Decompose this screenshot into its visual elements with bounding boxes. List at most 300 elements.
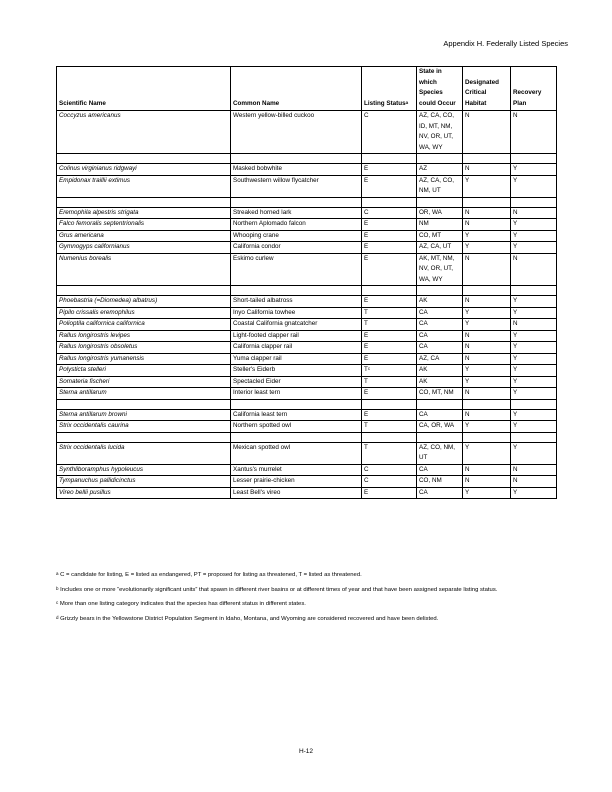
listing-status-cell-text: C [364, 208, 369, 216]
state-cell [417, 296, 463, 308]
critical-habitat-cell-text: Y [465, 176, 470, 184]
recovery-plan-cell-text: Y [513, 366, 518, 373]
listing-status-cell [362, 409, 417, 421]
scientific-name-cell-text: Grus americana [59, 231, 104, 239]
footnote-text: Includes one or more “evolutionarily significant units” that spawn in different river basins or at different times of year and that have been assigned separate listing status. [60, 586, 498, 593]
footnote-text: More than one listing category indicates that the species has different status in different states. [59, 601, 306, 607]
common-name-cell [231, 399, 362, 409]
table-row [57, 421, 557, 433]
state-cell-text: AZ, CA [419, 354, 440, 362]
scientific-name-cell [57, 464, 231, 476]
common-name-cell-text: Least Bell's vireo [233, 488, 281, 496]
recovery-plan-cell [511, 399, 557, 409]
critical-habitat-cell [463, 342, 511, 354]
listing-status-cell-text: E [364, 254, 369, 262]
col-header-critical-habitat: Designated Critical Habitat [463, 67, 511, 111]
common-name-cell [231, 388, 362, 400]
state-cell [417, 365, 463, 377]
critical-habitat-cell [463, 399, 511, 409]
listing-status-cell [362, 286, 417, 296]
critical-habitat-cell [463, 487, 511, 499]
common-name-cell [231, 342, 362, 354]
recovery-plan-cell [511, 242, 557, 254]
recovery-plan-cell [511, 365, 557, 377]
scientific-name-cell-text: Rallus longirostris yumanensis [59, 354, 145, 362]
critical-habitat-cell-text: N [465, 354, 470, 362]
scientific-name-cell [57, 442, 231, 464]
scientific-name-cell-text: Colinus virginianus ridgwayi [59, 165, 137, 172]
common-name-cell [231, 111, 362, 154]
scientific-name-cell [57, 154, 231, 164]
listing-status-cell [362, 432, 417, 442]
scientific-name-cell [57, 399, 231, 409]
state-cell-text: CA [419, 343, 428, 350]
listing-status-cell [362, 399, 417, 409]
table-row [57, 319, 557, 331]
critical-habitat-cell [463, 296, 511, 308]
recovery-plan-cell-text: Y [513, 422, 518, 429]
common-name-cell-text: Inyo California towhee [233, 308, 296, 316]
listing-status-cell-text: T [364, 422, 368, 429]
footnote-marker: b [56, 585, 59, 591]
common-name-cell-text: Coastal California gnatcatcher [233, 320, 318, 327]
scientific-name-cell [57, 111, 231, 154]
footnote [56, 586, 556, 595]
recovery-plan-cell-text: N [513, 477, 518, 484]
common-name-cell [231, 365, 362, 377]
critical-habitat-cell-text: Y [465, 366, 470, 373]
scientific-name-cell-text: Numenius borealis [59, 254, 112, 262]
common-name-cell [231, 319, 362, 331]
footnote-marker: c [56, 600, 59, 605]
state-cell [417, 464, 463, 476]
critical-habitat-cell-text: N [465, 477, 470, 484]
state-cell [417, 442, 463, 464]
scientific-name-cell-text: Polioptila californica californica [59, 320, 145, 327]
scientific-name-cell [57, 487, 231, 499]
state-cell [417, 353, 463, 365]
listing-status-cell [362, 197, 417, 207]
state-cell [417, 319, 463, 331]
recovery-plan-cell [511, 353, 557, 365]
table-row [57, 464, 557, 476]
common-name-cell-text: Southwestern willow flycatcher [233, 176, 319, 184]
listing-status-cell [362, 230, 417, 242]
recovery-plan-cell-text: Y [513, 343, 518, 350]
recovery-plan-cell [511, 197, 557, 207]
recovery-plan-cell-text: Y [513, 488, 518, 496]
scientific-name-cell [57, 376, 231, 388]
state-cell-text: AZ, CA, CO, NM, UT [419, 176, 454, 194]
listing-status-label: Listing Status [364, 99, 406, 107]
table-row [57, 296, 557, 308]
recovery-plan-cell-text: Y [513, 308, 518, 316]
footnote-marker: c [367, 366, 371, 371]
scientific-name-cell [57, 219, 231, 231]
state-cell [417, 207, 463, 219]
common-name-cell-text: Xantus's murrelet [233, 465, 282, 473]
table-row [57, 253, 557, 286]
common-name-cell [231, 286, 362, 296]
recovery-plan-cell [511, 421, 557, 433]
common-name-cell [231, 409, 362, 421]
critical-habitat-cell [463, 432, 511, 442]
state-cell-text: AK [419, 366, 428, 373]
state-cell [417, 242, 463, 254]
footnote-text: Grizzly bears in the Yellowstone District Population Segment in Idaho, Montana, and Wyoming are considered recovered and have been delisted. [60, 615, 439, 622]
scientific-name-cell [57, 207, 231, 219]
listing-status-cell-text: T [364, 366, 368, 373]
listing-status-cell [362, 307, 417, 319]
listing-status-cell [362, 442, 417, 464]
table-row [57, 487, 557, 499]
recovery-plan-cell-text: N [513, 112, 518, 119]
critical-habitat-cell [463, 253, 511, 286]
common-name-cell [231, 296, 362, 308]
scientific-name-cell-text: Eremophila alpestris strigata [59, 208, 139, 216]
critical-habitat-cell [463, 286, 511, 296]
state-cell [417, 376, 463, 388]
critical-habitat-cell [463, 376, 511, 388]
table-row [57, 111, 557, 154]
critical-habitat-cell-text: N [465, 208, 470, 216]
state-cell [417, 197, 463, 207]
scientific-name-cell [57, 432, 231, 442]
recovery-plan-cell-text: Y [513, 354, 518, 362]
scientific-name-cell-text: Strix occidentalis lucida [59, 443, 125, 451]
critical-habitat-cell-text: N [465, 297, 470, 304]
common-name-cell [231, 376, 362, 388]
critical-habitat-cell [463, 230, 511, 242]
recovery-plan-cell [511, 175, 557, 197]
common-name-cell-text: Masked bobwhite [233, 165, 283, 172]
critical-habitat-cell-text: Y [465, 422, 470, 429]
recovery-plan-cell-text: Y [513, 220, 518, 227]
listing-status-cell-text: E [364, 176, 369, 184]
recovery-plan-cell [511, 330, 557, 342]
recovery-plan-cell [511, 476, 557, 488]
listing-status-cell-text: T [364, 443, 368, 451]
common-name-cell-text: Interior least tern [233, 389, 281, 396]
common-name-cell-text: Mexican spotted owl [233, 443, 291, 451]
critical-habitat-cell [463, 242, 511, 254]
common-name-cell-text: Northern spotted owl [233, 422, 292, 429]
state-cell [417, 421, 463, 433]
state-cell-text: CO, MT [419, 231, 442, 239]
state-cell-text: CA [419, 308, 428, 316]
state-cell-text: OR, WA [419, 208, 442, 216]
state-cell-text: AZ, CA, UT [419, 243, 452, 250]
scientific-name-cell-text: Falco femoralis septentrionalis [59, 220, 145, 227]
critical-habitat-cell [463, 164, 511, 176]
common-name-cell [231, 230, 362, 242]
recovery-plan-cell [511, 432, 557, 442]
critical-habitat-cell-text: Y [465, 377, 470, 385]
state-cell-text: CO, MT, NM [419, 389, 454, 396]
common-name-cell-text: Spectacled Eider [233, 377, 281, 385]
scientific-name-cell-text: Pipilo crissalis eremophilus [59, 308, 135, 316]
critical-habitat-cell [463, 154, 511, 164]
scientific-name-cell [57, 164, 231, 176]
listing-status-cell [362, 365, 417, 377]
table-row [57, 476, 557, 488]
state-cell [417, 476, 463, 488]
table-header-row [57, 67, 557, 111]
common-name-cell-text: California condor [233, 243, 281, 250]
scientific-name-cell-text: Coccyzus americanus [59, 112, 121, 119]
recovery-plan-cell [511, 164, 557, 176]
spacer-row [57, 399, 557, 409]
table-row [57, 207, 557, 219]
scientific-name-cell-text: Tympanuchus pallidicinctus [59, 477, 136, 484]
page-header: Appendix H. Federally Listed Species [443, 39, 568, 48]
critical-habitat-cell-text: Y [465, 243, 470, 250]
listing-status-cell [362, 319, 417, 331]
recovery-plan-cell-text: N [513, 320, 518, 327]
listing-status-cell [362, 111, 417, 154]
critical-habitat-cell [463, 365, 511, 377]
listing-status-cell-text: E [364, 410, 369, 418]
scientific-name-cell [57, 242, 231, 254]
listing-status-cell-text: E [364, 343, 369, 350]
recovery-plan-cell-text: Y [513, 377, 518, 385]
common-name-cell [231, 154, 362, 164]
recovery-plan-cell [511, 111, 557, 154]
listing-status-cell [362, 175, 417, 197]
critical-habitat-cell-text: Y [465, 320, 470, 327]
critical-habitat-cell [463, 442, 511, 464]
state-cell-text: CA, OR, WA [419, 422, 455, 429]
common-name-cell-text: Western yellow-billed cuckoo [233, 112, 315, 119]
scientific-name-cell-text: Somateria fischeri [59, 377, 110, 385]
scientific-name-cell [57, 365, 231, 377]
critical-habitat-cell-text: N [465, 389, 470, 396]
state-cell [417, 164, 463, 176]
common-name-cell-text: Light-footed clapper rail [233, 331, 299, 339]
col-header-common-name: Common Name [231, 67, 362, 111]
state-cell [417, 409, 463, 421]
common-name-cell-text: Northern Aplomado falcon [233, 220, 306, 227]
table-row [57, 307, 557, 319]
critical-habitat-cell [463, 421, 511, 433]
spacer-row [57, 154, 557, 164]
listing-status-cell-text: E [364, 488, 369, 496]
critical-habitat-cell-text: Y [465, 308, 470, 316]
critical-habitat-cell [463, 307, 511, 319]
common-name-cell [231, 207, 362, 219]
spacer-row [57, 432, 557, 442]
listing-status-cell-text: T [364, 377, 368, 385]
spacer-row [57, 286, 557, 296]
listing-status-cell-text: C [364, 477, 369, 484]
recovery-plan-cell-text: Y [513, 176, 518, 184]
state-cell [417, 154, 463, 164]
scientific-name-cell [57, 296, 231, 308]
recovery-plan-cell [511, 296, 557, 308]
state-cell [417, 307, 463, 319]
recovery-plan-cell-text: N [513, 254, 518, 262]
scientific-name-cell-text: Strix occidentalis caurina [59, 422, 129, 429]
listing-status-cell [362, 353, 417, 365]
listing-status-cell-text: E [364, 297, 369, 304]
recovery-plan-cell [511, 154, 557, 164]
listing-status-cell [362, 388, 417, 400]
table-row [57, 388, 557, 400]
scientific-name-cell [57, 253, 231, 286]
recovery-plan-cell [511, 286, 557, 296]
footnote-text: C = candidate for listing, E = listed as endangered, PT = proposed for listing as threatened, T = listed as threatened. [60, 572, 362, 578]
critical-habitat-cell-text: Y [465, 488, 470, 496]
common-name-cell-text: Short-tailed albatross [233, 297, 293, 304]
scientific-name-cell-text: Gymnogyps californianus [59, 243, 130, 250]
state-cell-text: CA [419, 410, 428, 418]
critical-habitat-cell-text: N [465, 165, 470, 172]
col-header-scientific-name: Scientific Name [57, 67, 231, 111]
common-name-cell [231, 432, 362, 442]
table-row [57, 409, 557, 421]
listing-status-cell-text: E [364, 243, 369, 250]
footnote-marker: a [56, 571, 59, 576]
state-cell [417, 111, 463, 154]
listing-status-cell-text: E [364, 331, 369, 339]
state-cell-text: CA [419, 488, 428, 496]
scientific-name-cell [57, 409, 231, 421]
critical-habitat-cell-text: N [465, 331, 470, 339]
state-cell-text: AZ, CA, CO, ID, MT, NM, NV, OR, UT, WA, WY [419, 112, 454, 151]
species-table [56, 66, 557, 499]
listing-status-cell [362, 487, 417, 499]
common-name-cell [231, 487, 362, 499]
scientific-name-cell-text: Vireo bellii pusillus [59, 488, 111, 496]
critical-habitat-cell-text: N [465, 465, 470, 473]
recovery-plan-cell-text: Y [513, 410, 518, 418]
common-name-cell-text: Whooping crane [233, 231, 279, 239]
scientific-name-cell-text: Rallus longirostris obsoletus [59, 343, 138, 350]
state-cell-text: AZ [419, 165, 428, 172]
recovery-plan-cell-text: Y [513, 231, 518, 239]
listing-status-cell [362, 342, 417, 354]
page-number: H-12 [298, 748, 314, 755]
listing-status-cell-text: E [364, 220, 369, 227]
critical-habitat-cell-text: N [465, 112, 470, 119]
critical-habitat-cell-text: N [465, 254, 470, 262]
recovery-plan-cell [511, 487, 557, 499]
state-cell [417, 330, 463, 342]
table-row [57, 219, 557, 231]
listing-status-cell [362, 253, 417, 286]
recovery-plan-cell [511, 376, 557, 388]
scientific-name-cell-text: Polysticta stelleri [59, 366, 106, 373]
scientific-name-cell [57, 388, 231, 400]
state-cell-text: NM [419, 220, 429, 227]
listing-status-cell [362, 421, 417, 433]
state-cell-text: CA [419, 320, 428, 327]
state-cell [417, 399, 463, 409]
table-row [57, 330, 557, 342]
common-name-cell [231, 464, 362, 476]
listing-status-cell-text: E [364, 354, 369, 362]
common-name-cell [231, 242, 362, 254]
common-name-cell [231, 330, 362, 342]
common-name-cell [231, 421, 362, 433]
table-row [57, 365, 557, 377]
listing-status-cell [362, 464, 417, 476]
listing-status-cell-text: C [364, 465, 369, 473]
state-cell-text: AK [419, 297, 428, 304]
table-row [57, 376, 557, 388]
recovery-plan-cell-text: Y [513, 297, 518, 304]
listing-status-cell-text: C [364, 112, 369, 119]
common-name-cell-text: California clapper rail [233, 343, 293, 350]
listing-status-cell-text: T [364, 320, 368, 327]
critical-habitat-cell [463, 388, 511, 400]
recovery-plan-cell-text: Y [513, 243, 518, 250]
table-row [57, 175, 557, 197]
scientific-name-cell [57, 421, 231, 433]
scientific-name-cell [57, 197, 231, 207]
scientific-name-cell-text: Sterna antillarum browni [59, 410, 127, 418]
listing-status-cell-text: E [364, 231, 369, 239]
state-cell [417, 230, 463, 242]
critical-habitat-cell [463, 219, 511, 231]
scientific-name-cell [57, 230, 231, 242]
recovery-plan-cell-text: Y [513, 443, 518, 451]
critical-habitat-cell [463, 111, 511, 154]
table-row [57, 342, 557, 354]
scientific-name-cell [57, 319, 231, 331]
recovery-plan-cell [511, 464, 557, 476]
scientific-name-cell-text: Phoebastria (=Diomedea) albatrus) [59, 297, 158, 304]
critical-habitat-cell [463, 409, 511, 421]
critical-habitat-cell-text: Y [465, 231, 470, 239]
critical-habitat-cell-text: Y [465, 443, 470, 451]
common-name-cell-text: Yuma clapper rail [233, 354, 282, 362]
footnotes [56, 571, 556, 629]
table-row [57, 230, 557, 242]
table-row [57, 164, 557, 176]
critical-habitat-cell [463, 476, 511, 488]
common-name-cell-text: Lesser prairie-chicken [233, 477, 295, 484]
critical-habitat-cell [463, 175, 511, 197]
common-name-cell [231, 253, 362, 286]
footnote [56, 571, 556, 580]
listing-status-cell [362, 296, 417, 308]
listing-status-cell [362, 330, 417, 342]
recovery-plan-cell-text: N [513, 465, 518, 473]
scientific-name-cell-text: Rallus longirostris levipes [59, 331, 131, 339]
state-cell [417, 388, 463, 400]
listing-status-cell [362, 154, 417, 164]
recovery-plan-cell-text: Y [513, 389, 518, 396]
state-cell [417, 286, 463, 296]
critical-habitat-cell [463, 319, 511, 331]
table-body [57, 111, 557, 499]
state-cell [417, 342, 463, 354]
common-name-cell [231, 476, 362, 488]
scientific-name-cell-text: Synthliboramphus hypoleucus [59, 465, 144, 473]
listing-status-cell [362, 207, 417, 219]
recovery-plan-cell-text: N [513, 208, 518, 216]
state-cell-text: AZ, CO, NM, UT [419, 443, 456, 461]
critical-habitat-cell-text: N [465, 410, 470, 418]
scientific-name-cell [57, 307, 231, 319]
recovery-plan-cell [511, 442, 557, 464]
col-header-recovery-plan: Recovery Plan [511, 67, 557, 111]
footnote [56, 615, 556, 624]
footnote-marker: d [56, 614, 59, 620]
critical-habitat-cell [463, 197, 511, 207]
common-name-cell-text: Steller's Eiderb [233, 366, 276, 373]
